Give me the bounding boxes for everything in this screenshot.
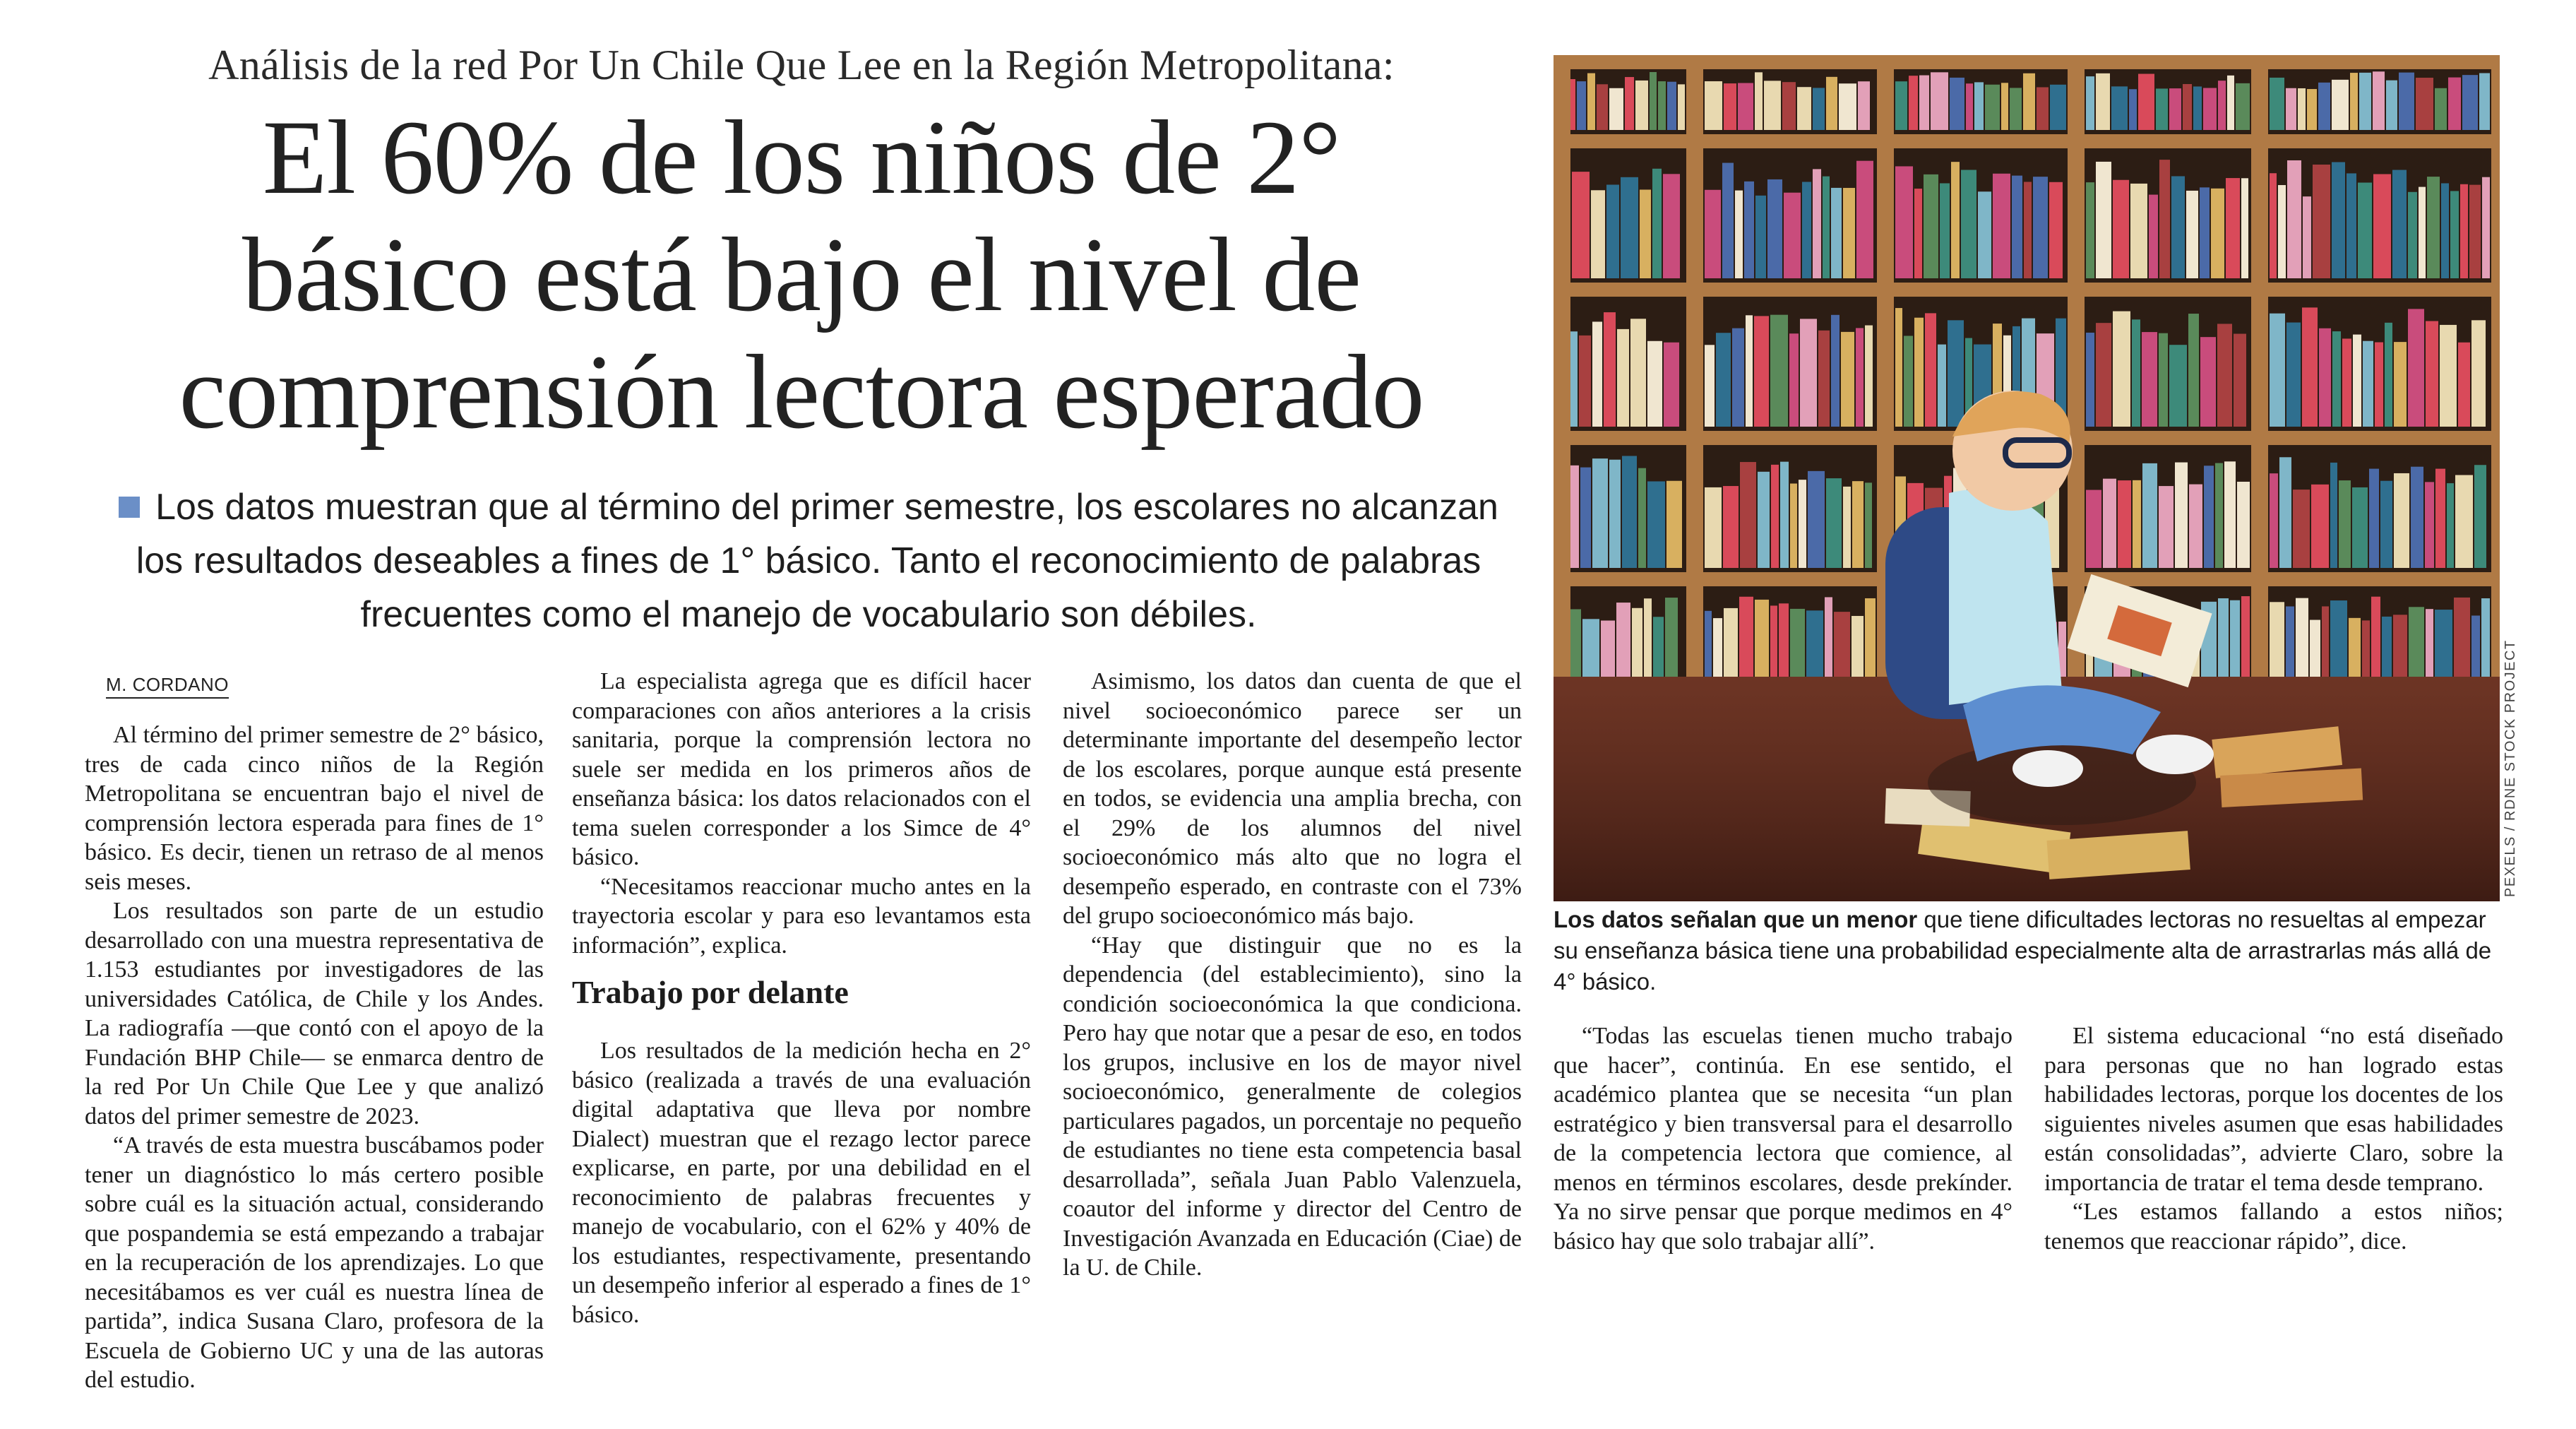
- headline-line: El 60% de los niños de 2°: [262, 99, 1341, 216]
- bookshelf-illustration: [1554, 55, 2500, 901]
- photo-credit: PEXELS / RDNE STOCK PROJECT: [2503, 639, 2518, 897]
- kicker: Análisis de la red Por Un Chile Que Lee en la Región Metropolitana:: [208, 42, 1395, 88]
- deck-text: Los datos muestran que al término del primer semestre, los escolares no alcanzan los resultados deseables a fines de 1° básico. Tanto el reconocimiento de palabras frecuentes como el manejo de vocabulario son débiles.: [136, 487, 1498, 635]
- paragraph: “Hay que distinguir que no es la dependencia (del establecimiento), sino la condición socioeconómica la que condiciona. Pero hay que notar que a pesar de eso, en todos los grupos, inclusive en los de mayor nivel socioeconómico, generalmente de colegios particulares pagados, un porcentaje no pequeño de estudiantes no tiene esta competencia basal desarrollada”, señala Juan Pablo Valenzuela, coautor del informe y director del Centro de Investigación Avanzada en Educación (Ciae) de la U. de Chile.: [1063, 932, 1522, 1281]
- paragraph: La especialista agrega que es difícil hacer comparaciones con años anteriores a la crisis sanitaria, porque la comprensión lectora no suele ser medida en los primeros años de enseñanza básica: los datos relacionados con el tema suelen corresponder a los Simce de 4° básico.: [572, 668, 1031, 870]
- paragraph: El sistema educacional “no está diseñado para personas que no han logrado estas habilidades lectoras, porque los docentes de los siguientes niveles asumen que esas habilidades están consolidadas”, advierte Claro, sobre la importancia de tratar el tema desde temprano.: [2044, 1023, 2503, 1196]
- article-column-5: [2044, 1021, 2503, 1256]
- subhead: Trabajo por delante: [572, 974, 849, 1010]
- paragraph: “A través de esta muestra buscábamos poder tener un diagnóstico lo más certero posible sobre cuál es la situación actual, considerando que pospandemia se está empezando a trabajar en la recuperación de los aprendizajes. Lo que necesitábamos es ver cuál es nuestra línea de partida”, indica Susana Claro, profesora de la Escuela de Gobierno UC y una de las autoras del estudio.: [85, 1132, 544, 1393]
- article-column-4: [1554, 1021, 2012, 1256]
- article-column-2: [572, 667, 1031, 1329]
- headline-line: comprensión lectora esperado: [179, 333, 1424, 451]
- paragraph: “Necesitamos reaccionar mucho antes en la trayectoria escolar y para eso levantamos esta información”, explica.: [572, 873, 1031, 959]
- square-bullet-icon: [119, 497, 140, 518]
- headline-line: básico está bajo el nivel de: [242, 216, 1361, 333]
- paragraph: “Todas las escuelas tienen mucho trabajo que hacer”, continúa. En ese sentido, el académico plantea que se necesita “un plan estratégico y bien transversal para el desarrollo de la competencia lectora que comience, al menos en términos escolares, desde prekínder. Ya no sirve pensar que porque medimos en 4° básico hay que solo trabajar allí”.: [1554, 1023, 2012, 1255]
- byline: M. CORDANO: [106, 674, 229, 699]
- paragraph: Asimismo, los datos dan cuenta de que el nivel socioeconómico parece ser un determinante importante del desempeño lector de los escolares, porque aunque está presente en todos, se evidencia una amplia brecha, con el 29% de los alumnos del nivel socioeconómico más alto que no logra el desempeño esperado, en contraste con el 73% del grupo socioeconómico más bajo.: [1063, 668, 1522, 929]
- headline: [78, 99, 1525, 451]
- bookshelf-photo: [1554, 55, 2500, 901]
- paragraph: Al término del primer semestre de 2° básico, tres de cada cinco niños de la Región Metropolitana se encuentran bajo el nivel de comprensión lectora esperada para fines de 1° básico. Es decir, tienen un retraso de al menos seis meses.: [85, 722, 544, 895]
- article-column-1: [85, 721, 544, 1395]
- photo-caption: [1554, 904, 2500, 997]
- paragraph: Los resultados son parte de un estudio desarrollado con una muestra representativa de 1.153 estudiantes por investigadores de las universidades Católica, de Chile y los Andes. La radiografía —que contó con el apoyo de la Fundación BHP Chile— se enmarca dentro de la red Por Un Chile Que Lee y que analizó datos del primer semestre de 2023.: [85, 898, 544, 1129]
- paragraph: “Les estamos fallando a estos niños; tenemos que reaccionar rápido”, dice.: [2044, 1199, 2503, 1255]
- article-column-3: [1063, 667, 1522, 1283]
- caption-lead: Los datos señalan que un menor: [1554, 906, 1918, 932]
- deck: [106, 480, 1511, 641]
- caption-text: que tiene dificultades lectoras no resueltas al empezar su enseñanza básica tiene una probabilidad especialmente alta de arrastrarlas más allá de 4° básico.: [1554, 906, 2492, 995]
- paragraph: Los resultados de la medición hecha en 2° básico (realizada a través de una evaluación digital adaptativa que lleva por nombre Dialect) muestran que el rezago lector parece explicarse, en parte, por una debilidad en el reconocimiento de palabras frecuentes y manejo de vocabulario, con el 62% y 40% de los estudiantes, respectivamente, presentando un desempeño inferior al esperado a fines de 1° básico.: [572, 1038, 1031, 1328]
